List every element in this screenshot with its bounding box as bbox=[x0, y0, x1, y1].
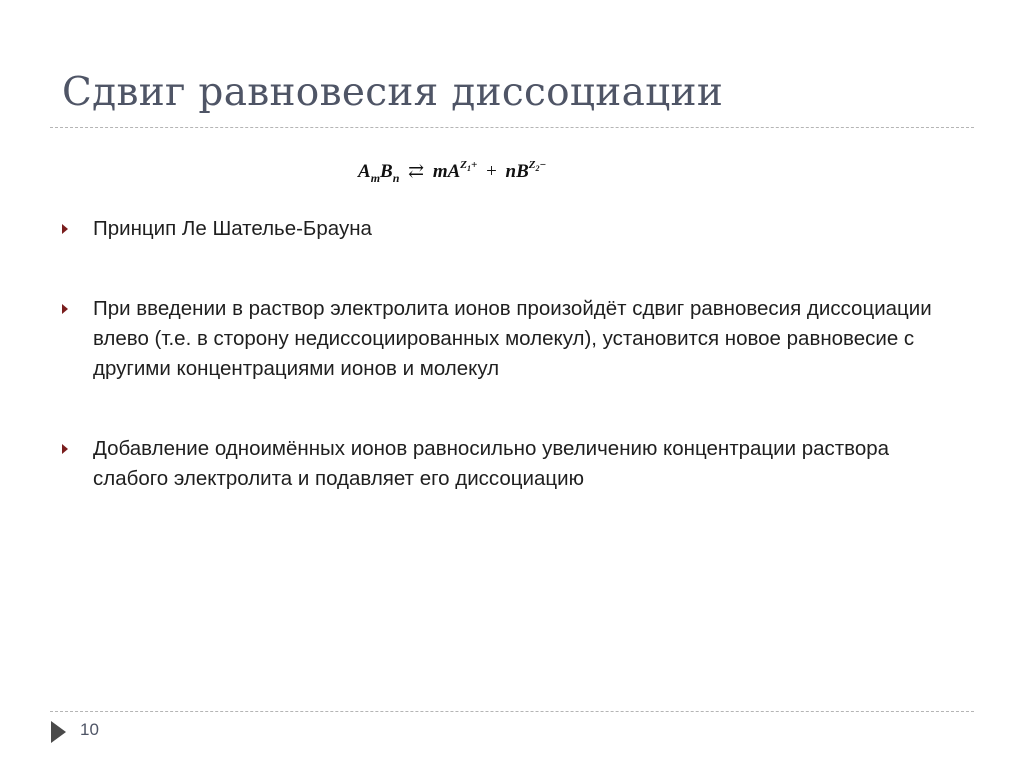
bullet-arrow-icon bbox=[62, 224, 68, 234]
cation-charge bbox=[460, 159, 477, 171]
formula-plus: + bbox=[486, 161, 497, 182]
bullet-list bbox=[62, 214, 962, 494]
formula-sub-m: m bbox=[370, 170, 381, 185]
bullet-item bbox=[62, 214, 962, 244]
cation-charge-sign: + bbox=[471, 159, 478, 171]
anion-charge-index: 2 bbox=[535, 164, 540, 173]
bullet-arrow-icon bbox=[62, 444, 68, 454]
formula-sub-n: n bbox=[392, 170, 400, 185]
title-divider bbox=[50, 127, 974, 128]
formula-cation: A bbox=[447, 161, 461, 182]
equilibrium-arrow: ⇄ bbox=[408, 161, 425, 182]
footer-divider bbox=[50, 711, 974, 712]
bullet-text: Добавление одноимённых ионов равносильно увеличению концентрации раствора слабого электролита и подавляет его диссоциацию bbox=[93, 437, 890, 490]
bullet-text: При введении в раствор электролита ионов произойдёт сдвиг равновесия диссоциации влево (т.е. в сторону недиссоциированных молекул), установится новое равновесие с другими концентрациями ионов и молекул bbox=[93, 297, 932, 380]
anion-charge-sign: − bbox=[539, 159, 547, 171]
bullet-item bbox=[62, 294, 962, 384]
page-number: 10 bbox=[80, 720, 99, 739]
dissociation-formula bbox=[358, 160, 546, 186]
anion-charge bbox=[529, 159, 546, 171]
slide-title: Сдвиг равновесия диссоциации bbox=[62, 70, 724, 115]
formula-anion: B bbox=[516, 161, 529, 182]
anion-charge-z: Z bbox=[528, 159, 536, 171]
bullet-item bbox=[62, 434, 962, 494]
formula-coef-m: m bbox=[432, 161, 448, 182]
formula-coef-n: n bbox=[505, 161, 517, 182]
play-triangle-icon[interactable] bbox=[51, 721, 66, 743]
cation-charge-z: Z bbox=[460, 159, 468, 171]
formula-b: B bbox=[380, 161, 393, 182]
bullet-arrow-icon bbox=[62, 304, 68, 314]
formula-a: A bbox=[358, 161, 371, 182]
bullet-text: Принцип Ле Шателье-Брауна bbox=[93, 217, 372, 240]
cation-charge-index: 1 bbox=[467, 164, 472, 173]
